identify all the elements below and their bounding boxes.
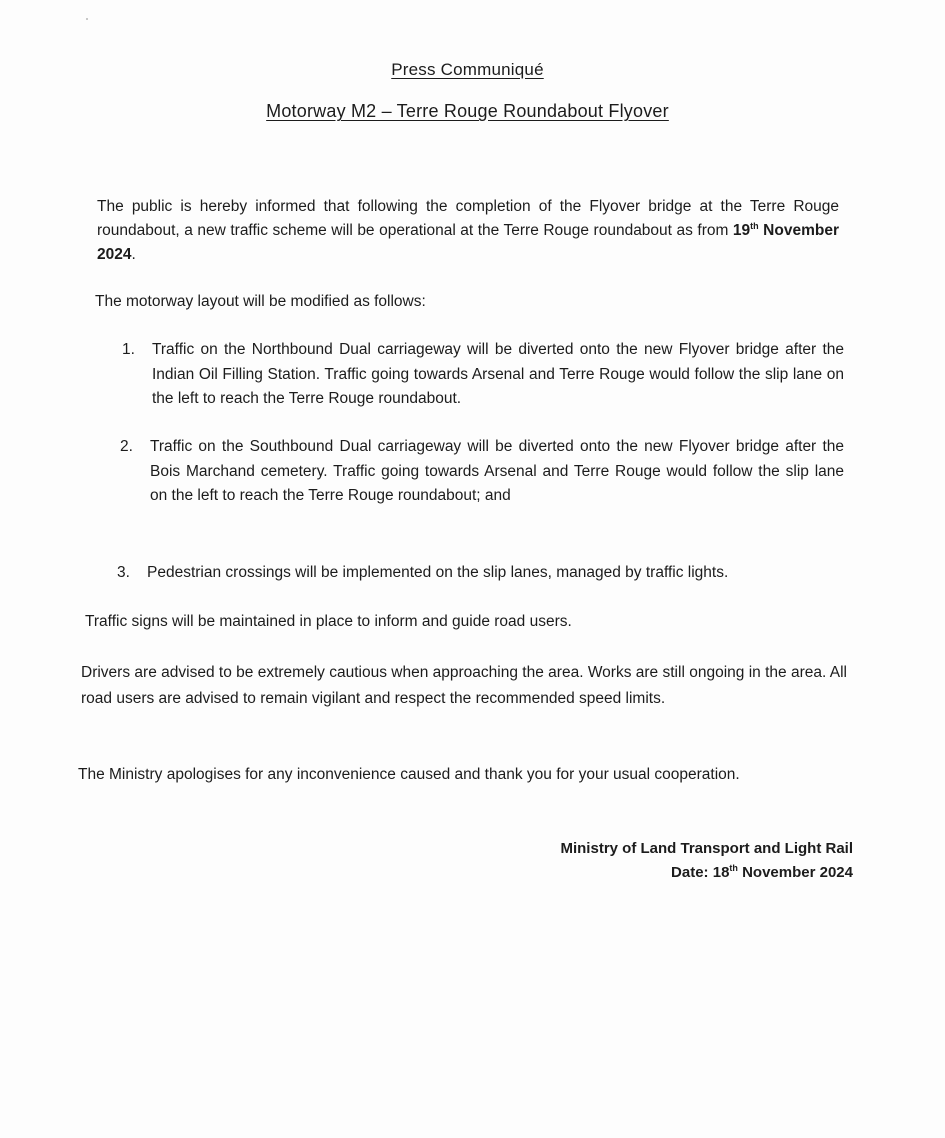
list-item-text: Pedestrian crossings will be implemented on the slip lanes, managed by traffic lights. — [147, 564, 729, 581]
signature-organisation: Ministry of Land Transport and Light Rail — [560, 840, 853, 857]
list-item-text: Traffic on the Southbound Dual carriageway will be diverted onto the new Flyover bridge after the Bois Marchand cemetery. Traffic going towards Arsenal and Terre Rouge would follow the slip lane on the left to reach the Terre Rouge roundabout; and — [150, 438, 844, 504]
intro-paragraph: The public is hereby informed that following the completion of the Flyover bridge at the Terre Rouge roundabout, a new traffic scheme will be operational at the Terre Rouge roundabout as from 19th November 2024. — [97, 198, 839, 263]
signature-date: Date: 18th November 2024 — [671, 863, 853, 881]
drivers-advice-paragraph: Drivers are advised to be extremely cautious when approaching the area. Works are still ongoing in the area. All road users are advised to remain vigilant and respect the recommended speed limits. — [81, 664, 847, 707]
list-item-number: 1. — [122, 341, 135, 358]
intro-text: The public is hereby informed that following the completion of the Flyover bridge at the Terre Rouge roundabout, a new traffic scheme will be operational at the Terre Rouge roundabout as from — [97, 198, 839, 239]
scan-speck — [86, 18, 88, 20]
intro-date: 19th November 2024 — [97, 221, 839, 263]
list-item-text: Traffic on the Northbound Dual carriageway will be diverted onto the new Flyover bridge after the Indian Oil Filling Station. Traffic going towards Arsenal and Terre Rouge would follow the slip lane on the left to reach the Terre Rouge roundabout. — [152, 341, 844, 407]
layout-intro: The motorway layout will be modified as follows: — [95, 293, 426, 310]
list-item-number: 3. — [117, 564, 130, 581]
traffic-signs-paragraph: Traffic signs will be maintained in place to inform and guide road users. — [85, 613, 572, 630]
document-heading: Press Communiqué — [391, 60, 544, 79]
document-subject: Motorway M2 – Terre Rouge Roundabout Flyover — [266, 101, 669, 121]
list-item-number: 2. — [120, 438, 133, 455]
apology-paragraph: The Ministry apologises for any inconvenience caused and thank you for your usual cooperation. — [78, 766, 740, 783]
